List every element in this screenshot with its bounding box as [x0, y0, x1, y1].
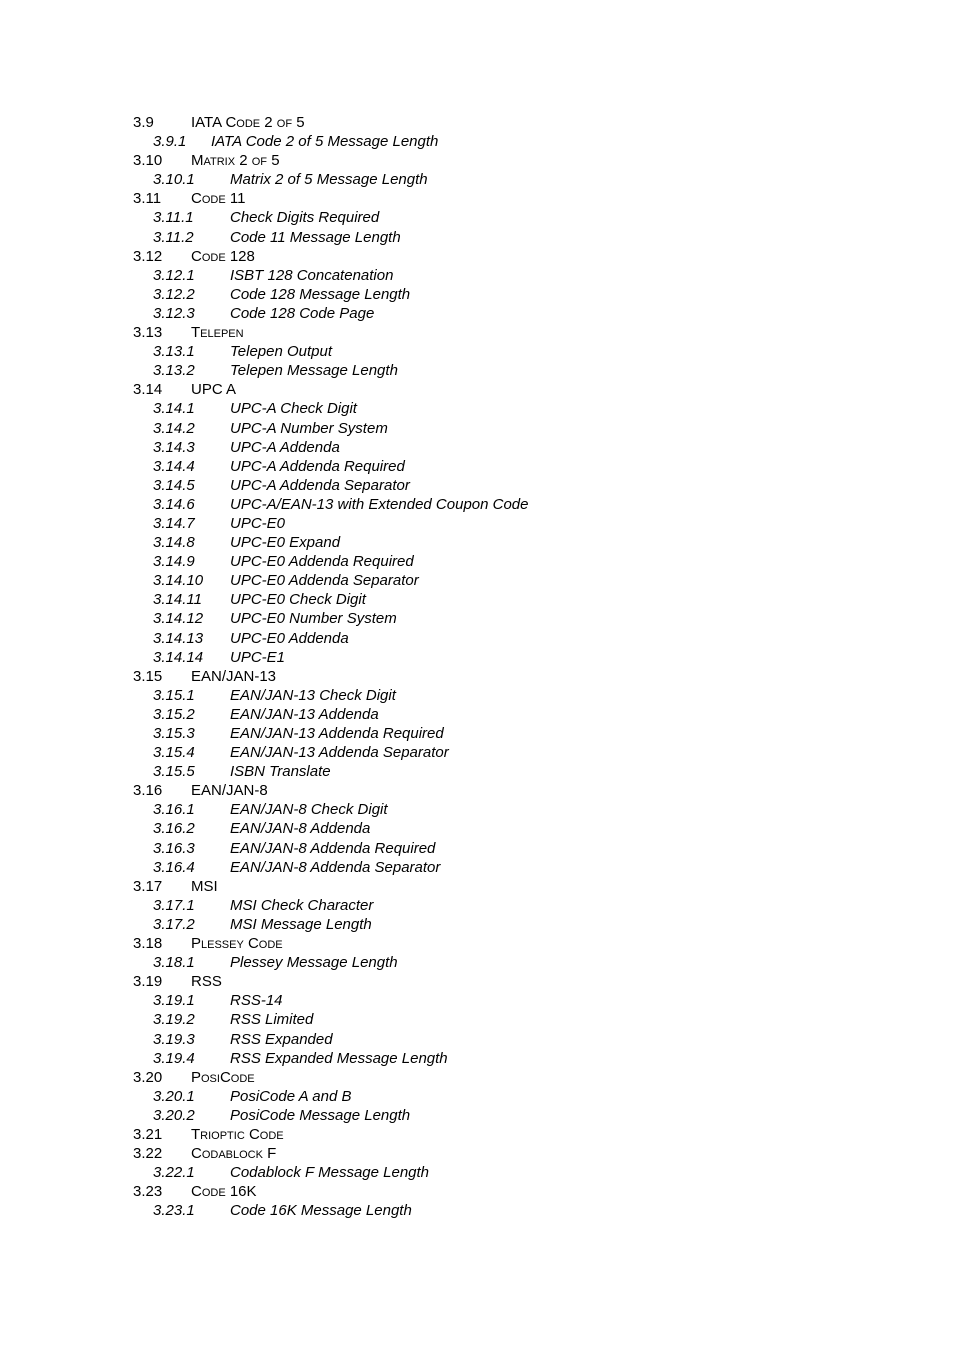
toc-subsection-entry[interactable] [0, 1201, 954, 1220]
toc-section-entry[interactable] [0, 189, 954, 208]
toc-section-entry[interactable] [0, 1068, 954, 1087]
toc-entry-title: UPC-E0 Number System [230, 610, 397, 628]
toc-entry-title: Telepen Message Length [230, 362, 398, 380]
toc-entry-number: 3.23.1 [153, 1202, 195, 1220]
toc-section-entry[interactable] [0, 1125, 954, 1144]
toc-subsection-entry[interactable] [0, 1163, 954, 1182]
toc-entry-title: RSS Expanded Message Length [230, 1049, 448, 1067]
toc-entry-title: UPC-E0 Addenda [230, 629, 349, 647]
toc-subsection-entry[interactable] [0, 896, 954, 915]
toc-entry-title: Code 128 Message Length [230, 285, 411, 303]
toc-entry-number: 3.12.3 [153, 304, 195, 322]
toc-entry-number: 3.17.2 [153, 915, 195, 933]
toc-entry-title: UPC-A Number System [230, 419, 388, 437]
toc-entry-number: 3.20.1 [153, 1087, 195, 1105]
toc-entry-number: 3.19.3 [153, 1030, 195, 1048]
toc-subsection-entry[interactable] [0, 819, 954, 838]
toc-subsection-entry[interactable] [0, 304, 954, 323]
toc-entry-number: 3.15.3 [153, 725, 195, 742]
toc-entry-title: Plessey Code [191, 935, 283, 953]
toc-entry-title: Code 16K [191, 1183, 257, 1201]
toc-subsection-entry[interactable] [0, 629, 954, 648]
toc-entry-title: RSS [191, 973, 222, 991]
toc-entry-number: 3.21 [133, 1125, 163, 1143]
toc-entry-number: 3.14.1 [153, 400, 195, 418]
toc-subsection-entry[interactable] [0, 361, 954, 380]
toc-entry-title: EAN/JAN-13 Addenda Separator [230, 744, 449, 762]
toc-subsection-entry[interactable] [0, 1087, 954, 1106]
toc-entry-number: 3.14.6 [153, 495, 195, 513]
toc-entry-title: UPC-E0 Expand [230, 534, 341, 552]
toc-subsection-entry[interactable] [0, 800, 954, 819]
toc-section-entry[interactable] [0, 323, 954, 342]
toc-subsection-entry[interactable] [0, 705, 954, 724]
toc-subsection-entry[interactable] [0, 571, 954, 590]
toc-subsection-entry[interactable] [0, 438, 954, 457]
toc-entry-title: UPC-E0 Check Digit [230, 591, 366, 609]
toc-subsection-entry[interactable] [0, 724, 954, 743]
toc-entry-title: Codablock F [191, 1145, 277, 1163]
toc-section-entry[interactable] [0, 151, 954, 170]
toc-entry-number: 3.14.4 [153, 457, 195, 475]
toc-entry-number: 3.20 [133, 1068, 163, 1086]
toc-entry-number: 3.14.7 [153, 514, 195, 532]
toc-subsection-entry[interactable] [0, 1106, 954, 1125]
toc-subsection-entry[interactable] [0, 991, 954, 1010]
toc-entry-title: EAN/JAN-8 Addenda Required [230, 839, 436, 857]
toc-entry-number: 3.16.2 [153, 820, 195, 838]
toc-subsection-entry[interactable] [0, 609, 954, 628]
toc-entry-title: RSS Limited [230, 1011, 314, 1029]
toc-entry-title: UPC A [191, 381, 237, 399]
toc-entry-number: 3.14.14 [153, 648, 204, 666]
toc-entry-title: ISBN Translate [230, 763, 331, 781]
toc-subsection-entry[interactable] [0, 208, 954, 227]
toc-entry-number: 3.13 [133, 324, 163, 342]
toc-entry-number: 3.10.1 [153, 171, 195, 189]
toc-section-entry[interactable] [0, 113, 954, 132]
toc-entry-number: 3.15.4 [153, 744, 195, 762]
toc-entry-number: 3.9.1 [153, 133, 187, 151]
toc-subsection-entry[interactable] [0, 1030, 954, 1049]
toc-subsection-entry[interactable] [0, 552, 954, 571]
toc-subsection-entry[interactable] [0, 266, 954, 285]
toc-entry-title: Trioptic Code [191, 1125, 284, 1143]
toc-entry-number: 3.19 [133, 973, 163, 991]
toc-entry-title: MSI [191, 877, 218, 895]
toc-subsection-entry[interactable] [0, 495, 954, 514]
toc-entry-number: 3.14.10 [153, 572, 204, 590]
toc-entry-title: EAN/JAN-8 [191, 782, 268, 800]
toc-section-entry[interactable] [0, 934, 954, 953]
toc-entry-number: 3.14.9 [153, 553, 195, 571]
toc-entry-title: UPC-E1 [230, 648, 286, 666]
toc-entry-number: 3.11.1 [153, 209, 194, 227]
table-of-contents [0, 113, 954, 1220]
toc-subsection-entry[interactable] [0, 285, 954, 304]
toc-entry-title: RSS Expanded [230, 1030, 333, 1048]
toc-entry-number: 3.19.2 [153, 1011, 195, 1029]
toc-entry-title: Telepen [191, 324, 244, 342]
toc-section-entry[interactable] [0, 380, 954, 399]
toc-entry-title: EAN/JAN-13 [191, 667, 277, 685]
toc-subsection-entry[interactable] [0, 1049, 954, 1068]
toc-entry-number: 3.20.2 [153, 1106, 195, 1124]
toc-entry-title: UPC-A Addenda Required [230, 457, 405, 475]
toc-entry-number: 3.23 [133, 1183, 163, 1201]
toc-subsection-entry[interactable] [0, 1010, 954, 1029]
toc-subsection-entry[interactable] [0, 648, 954, 667]
toc-entry-title: EAN/JAN-13 Check Digit [230, 686, 396, 704]
toc-entry-title: MSI Message Length [230, 915, 372, 933]
toc-subsection-entry[interactable] [0, 419, 954, 438]
toc-subsection-entry[interactable] [0, 839, 954, 858]
toc-subsection-entry[interactable] [0, 533, 954, 552]
toc-entry-number: 3.11 [133, 190, 162, 208]
toc-entry-title: Codablock F Message Length [230, 1164, 430, 1182]
toc-section-entry[interactable] [0, 247, 954, 266]
toc-entry-number: 3.15.5 [153, 763, 195, 781]
toc-entry-number: 3.14.5 [153, 476, 195, 494]
toc-subsection-entry[interactable] [0, 915, 954, 934]
toc-entry-number: 3.14.11 [153, 591, 202, 609]
toc-entry-number: 3.14 [133, 381, 163, 399]
toc-section-entry[interactable] [0, 877, 954, 896]
toc-section-entry[interactable] [0, 667, 954, 686]
toc-entry-title: Check Digits Required [230, 209, 380, 227]
toc-entry-number: 3.22 [133, 1145, 163, 1163]
toc-entry-number: 3.18.1 [153, 954, 195, 972]
toc-entry-title: IATA Code 2 of 5 Message Length [211, 133, 439, 151]
toc-subsection-entry[interactable] [0, 953, 954, 972]
toc-entry-number: 3.14.2 [153, 419, 195, 437]
toc-entry-number: 3.16.3 [153, 839, 195, 857]
toc-entry-number: 3.17 [133, 877, 163, 895]
toc-entry-title: Plessey Message Length [230, 954, 398, 972]
toc-entry-title: EAN/JAN-13 Addenda Required [230, 725, 444, 742]
toc-subsection-entry[interactable] [0, 743, 954, 762]
toc-subsection-entry[interactable] [0, 762, 954, 781]
toc-entry-title: UPC-A Addenda Separator [230, 476, 410, 494]
toc-subsection-entry[interactable] [0, 399, 954, 418]
toc-entry-title: EAN/JAN-8 Addenda Separator [230, 858, 441, 876]
toc-entry-title: Code 128 [191, 247, 255, 265]
toc-section-entry[interactable] [0, 972, 954, 991]
toc-entry-number: 3.14.8 [153, 534, 195, 552]
toc-entry-title: UPC-A Addenda [230, 438, 340, 456]
toc-subsection-entry[interactable] [0, 590, 954, 609]
toc-section-entry[interactable] [0, 1144, 954, 1163]
toc-entry-title: UPC-E0 Addenda Separator [230, 572, 419, 590]
toc-entry-number: 3.13.1 [153, 343, 195, 361]
toc-entry-title: RSS-14 [230, 992, 283, 1010]
toc-subsection-entry[interactable] [0, 342, 954, 361]
toc-subsection-entry[interactable] [0, 228, 954, 247]
toc-entry-number: 3.15.1 [153, 686, 195, 704]
toc-entry-number: 3.17.1 [153, 896, 195, 914]
toc-entry-number: 3.22.1 [153, 1164, 195, 1182]
toc-entry-number: 3.11.2 [153, 228, 194, 246]
toc-entry-title: UPC-A Check Digit [230, 400, 357, 418]
toc-entry-title: MSI Check Character [230, 896, 374, 914]
toc-entry-title: EAN/JAN-13 Addenda [230, 705, 379, 723]
toc-entry-number: 3.12.2 [153, 285, 195, 303]
toc-subsection-entry[interactable] [0, 170, 954, 189]
toc-entry-number: 3.13.2 [153, 362, 195, 380]
toc-entry-number: 3.14.3 [153, 438, 195, 456]
toc-entry-title: IATA Code 2 of 5 [191, 114, 305, 131]
toc-entry-number: 3.16 [133, 782, 163, 800]
toc-entry-number: 3.14.13 [153, 629, 204, 647]
toc-entry-title: PosiCode A and B [230, 1087, 352, 1105]
toc-entry-number: 3.12 [133, 247, 163, 265]
toc-subsection-entry[interactable] [0, 476, 954, 495]
toc-entry-number: 3.15.2 [153, 705, 195, 723]
toc-section-entry[interactable] [0, 1182, 954, 1201]
toc-entry-title: ISBT 128 Concatenation [230, 266, 394, 284]
toc-entry-number: 3.19.4 [153, 1049, 195, 1067]
toc-entry-number: 3.16.1 [153, 801, 195, 819]
toc-subsection-entry[interactable] [0, 514, 954, 533]
toc-entry-title: EAN/JAN-8 Addenda [230, 820, 371, 838]
toc-entry-number: 3.10 [133, 152, 163, 170]
toc-entry-title: UPC-E0 [230, 514, 286, 532]
toc-entry-title: EAN/JAN-8 Check Digit [230, 801, 388, 819]
toc-entry-number: 3.15 [133, 667, 163, 685]
toc-entry-title: PosiCode [191, 1068, 255, 1086]
toc-entry-number: 3.19.1 [153, 992, 195, 1010]
toc-entry-title: PosiCode Message Length [230, 1106, 411, 1124]
toc-entry-title: Code 11 [191, 190, 246, 208]
toc-entry-title: Code 11 Message Length [230, 228, 401, 246]
toc-entry-title: Code 128 Code Page [230, 304, 375, 322]
toc-entry-number: 3.16.4 [153, 858, 195, 876]
toc-section-entry[interactable] [0, 781, 954, 800]
toc-entry-title: Telepen Output [230, 343, 333, 361]
toc-entry-title: Matrix 2 of 5 Message Length [230, 171, 428, 189]
toc-subsection-entry[interactable] [0, 858, 954, 877]
toc-entry-title: Code 16K Message Length [230, 1202, 412, 1220]
toc-entry-title: UPC-A/EAN-13 with Extended Coupon Code [230, 495, 529, 513]
toc-entry-title: UPC-E0 Addenda Required [230, 553, 414, 571]
toc-subsection-entry[interactable] [0, 132, 954, 151]
toc-subsection-entry[interactable] [0, 686, 954, 705]
toc-entry-title: Matrix 2 of 5 [191, 152, 280, 170]
toc-entry-number: 3.18 [133, 935, 163, 953]
toc-entry-number: 3.14.12 [153, 610, 204, 628]
toc-entry-number: 3.12.1 [153, 266, 195, 284]
toc-subsection-entry[interactable] [0, 457, 954, 476]
toc-entry-number: 3.9 [133, 114, 154, 131]
